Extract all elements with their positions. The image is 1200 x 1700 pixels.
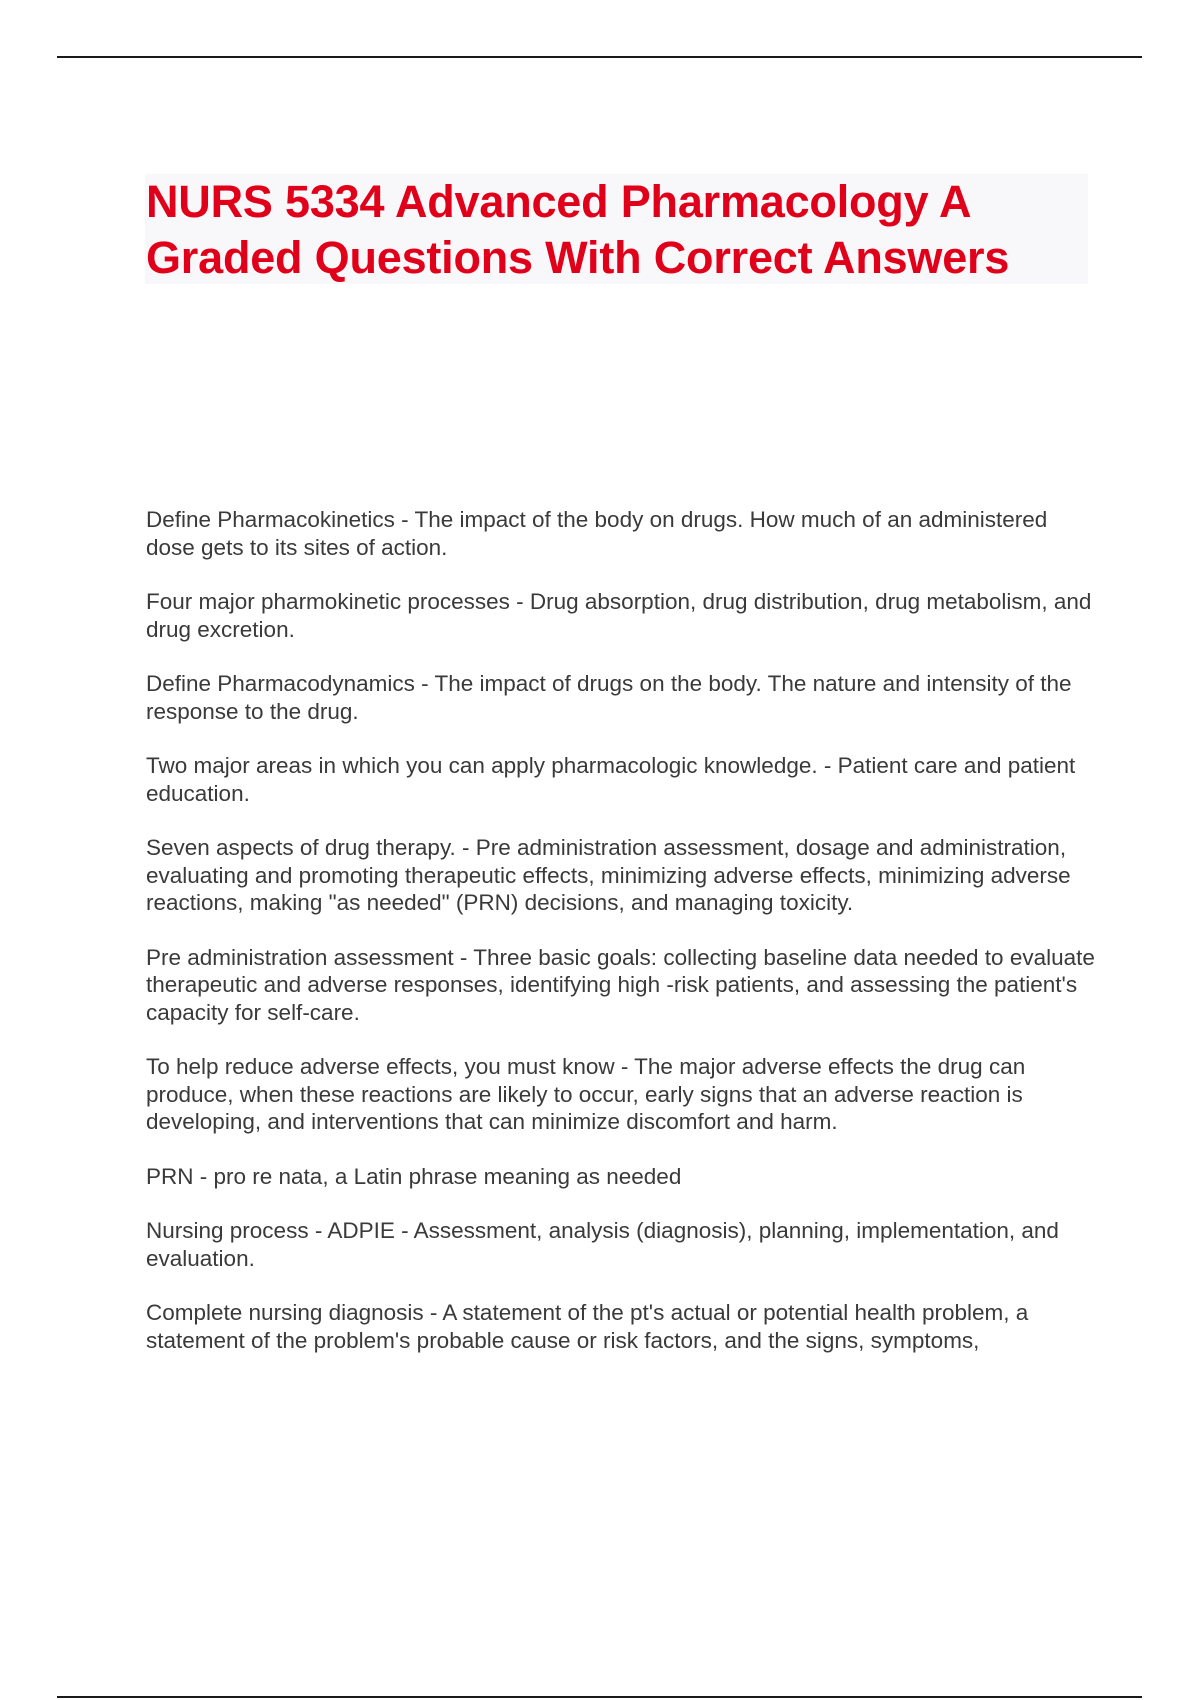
document-title (146, 174, 1106, 286)
qa-entry-pharmacokinetic-processes: Four major pharmokinetic processes - Drug absorption, drug distribution, drug metabolism, and drug excretion. (146, 589, 1092, 642)
title-line-1: NURS 5334 Advanced Pharmacology A (146, 176, 972, 227)
qa-entry-prn: PRN - pro re nata, a Latin phrase meaning as needed (146, 1163, 682, 1189)
qa-entry-pharmacodynamics: Define Pharmacodynamics - The impact of drugs on the body. The nature and intensity of the response to the drug. (146, 671, 1072, 724)
bottom-rule (57, 1696, 1142, 1698)
title-line-2: Graded Questions With Correct Answers (146, 232, 1010, 283)
qa-entry-knowledge-areas: Two major areas in which you can apply pharmacologic knowledge. - Patient care and patient education. (146, 753, 1076, 806)
qa-entry-pre-administration: Pre administration assessment - Three basic goals: collecting baseline data needed to evaluate therapeutic and adverse responses, identifying high -risk patients, and assessing the patient's capacity for self-care. (146, 944, 1095, 1025)
qa-entry-nursing-diagnosis: Complete nursing diagnosis - A statement of the pt's actual or potential health problem, a statement of the problem's probable cause or risk factors, and the signs, symptoms, (146, 1300, 1029, 1353)
qa-entry-nursing-process: Nursing process - ADPIE - Assessment, analysis (diagnosis), planning, implementation, and evaluation. (146, 1218, 1059, 1271)
qa-list (146, 506, 1096, 1381)
top-rule (57, 56, 1142, 58)
qa-entry-pharmacokinetics: Define Pharmacokinetics - The impact of the body on drugs. How much of an administered dose gets to its sites of action. (146, 507, 1048, 560)
qa-entry-drug-therapy-aspects: Seven aspects of drug therapy. - Pre administration assessment, dosage and administration, evaluating and promoting therapeutic effects, minimizing adverse effects, minimizing adverse reactions, making "as needed" (PRN) decisions, and managing toxicity. (146, 835, 1071, 915)
qa-entry-adverse-effects: To help reduce adverse effects, you must know - The major adverse effects the drug can produce, when these reactions are likely to occur, early signs that an adverse reaction is developing, and interventions that can minimize discomfort and harm. (146, 1054, 1026, 1134)
